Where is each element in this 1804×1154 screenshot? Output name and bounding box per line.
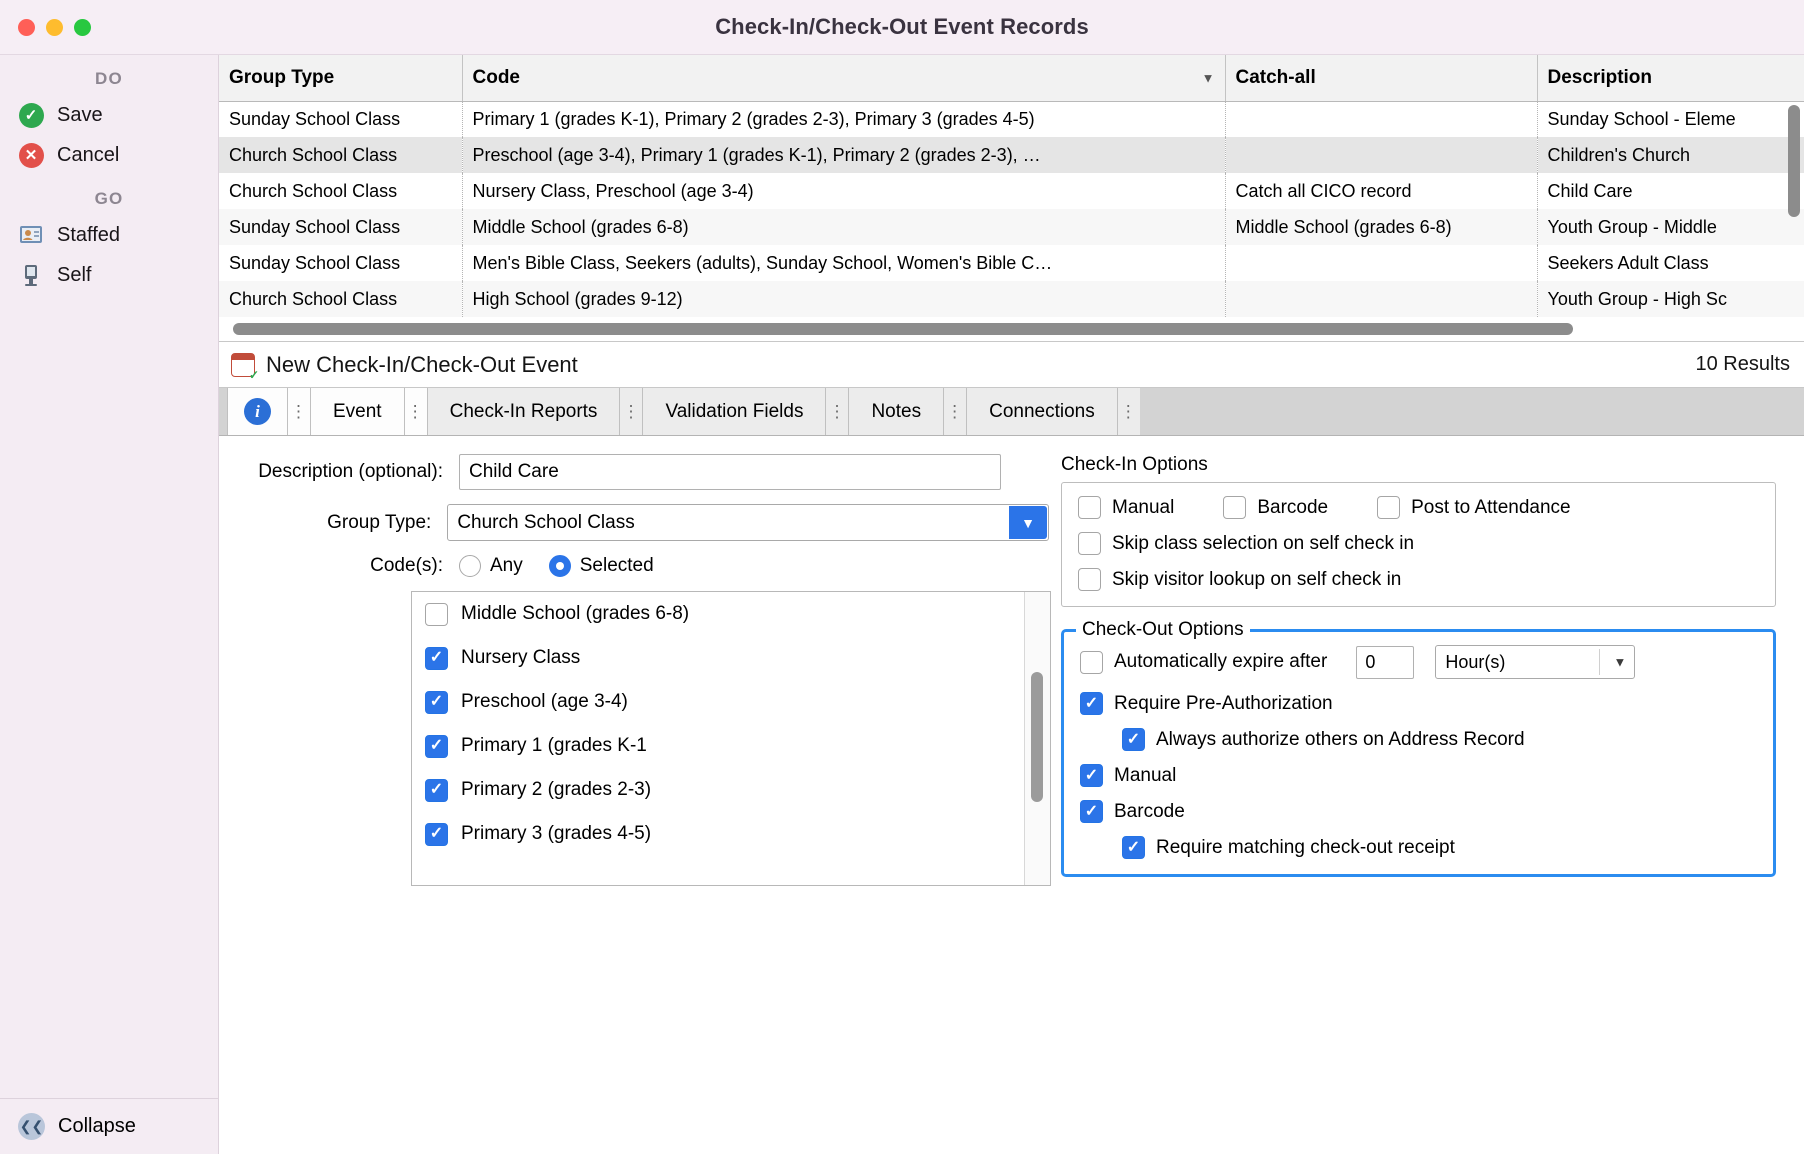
list-item-label: Primary 3 (grades 4-5) (461, 823, 652, 844)
cell-catch-all (1225, 245, 1537, 281)
sidebar-item-staffed[interactable] (0, 215, 218, 255)
table-row[interactable] (219, 281, 1804, 317)
table-row[interactable] (219, 101, 1804, 137)
tab-notes[interactable]: Notes (848, 388, 944, 435)
tab-menu-connections[interactable]: ⋮ (1118, 388, 1140, 435)
cell-description: Children's Church (1537, 137, 1804, 173)
cell-description: Youth Group - High Sc (1537, 281, 1804, 317)
checkbox-row-checkout-manual[interactable] (1080, 764, 1757, 787)
check-in-first-row (1078, 496, 1759, 519)
cell-code: Preschool (age 3-4), Primary 1 (grades K-1), Primary 2 (grades 2-3), … (462, 137, 1225, 173)
codes-radio-selected[interactable] (549, 555, 654, 577)
sidebar-item-self[interactable] (0, 255, 218, 295)
codes-list-scroll-thumb[interactable] (1031, 672, 1043, 802)
sidebar-collapse-label: Collapse (58, 1115, 136, 1137)
tab-menu-info[interactable]: ⋮ (288, 388, 310, 435)
records-table (219, 55, 1804, 317)
cell-group-type: Sunday School Class (219, 245, 462, 281)
cell-catch-all (1225, 137, 1537, 173)
checkbox-row-always-authorize[interactable] (1122, 728, 1757, 751)
list-item-label: Primary 1 (grades K-1 (461, 735, 647, 756)
list-item-label: Preschool (age 3-4) (461, 691, 628, 712)
tab-connections[interactable]: Connections (966, 388, 1118, 435)
sidebar-section-do: DO (95, 69, 123, 88)
checkbox-row-skip-class-selection[interactable] (1078, 532, 1759, 555)
list-item[interactable] (412, 768, 1050, 812)
cell-group-type: Church School Class (219, 173, 462, 209)
sidebar (0, 55, 219, 1154)
checkbox-row-post-attendance[interactable] (1377, 496, 1571, 519)
checkbox-label-post-to-attendance: Post to Attendance (1411, 496, 1571, 518)
checkbox-require-receipt[interactable] (1122, 836, 1145, 859)
tab-validation-fields[interactable]: Validation Fields (642, 388, 826, 435)
sidebar-item-label-staffed: Staffed (57, 223, 121, 246)
checkbox-post-to-attendance[interactable] (1377, 496, 1400, 519)
checkbox-label-require-preauth: Require Pre-Authorization (1114, 692, 1333, 714)
checkbox-code-0[interactable] (425, 603, 448, 626)
group-type-label: Group Type: (327, 511, 432, 533)
table-row[interactable] (219, 173, 1804, 209)
cell-code: Primary 1 (grades K-1), Primary 2 (grades 2-3), Primary 3 (grades 4-5) (462, 101, 1225, 137)
auto-expire-value-input[interactable]: 0 (1356, 646, 1414, 679)
checkbox-code-3[interactable] (425, 735, 448, 758)
checkbox-row-auto-expire[interactable] (1080, 645, 1757, 679)
checkbox-checkout-manual[interactable] (1080, 764, 1103, 787)
select-divider (1599, 649, 1600, 675)
radio-button-selected[interactable] (549, 555, 571, 577)
checkbox-label-require-receipt: Require matching check-out receipt (1156, 836, 1455, 858)
checkbox-label-skip-class-selection: Skip class selection on self check in (1112, 532, 1415, 554)
codes-row (251, 555, 1049, 577)
grid-horizontal-scroll-thumb[interactable] (233, 323, 1573, 335)
sidebar-section-go: GO (94, 189, 124, 208)
table-row[interactable] (219, 209, 1804, 245)
checkbox-code-2[interactable] (425, 691, 448, 714)
sidebar-item-save[interactable] (0, 95, 218, 135)
sidebar-item-label-self: Self (57, 263, 92, 286)
checkbox-auto-expire[interactable] (1080, 651, 1103, 674)
tab-bar (219, 388, 1804, 436)
codes-checkbox-list[interactable] (411, 591, 1051, 886)
check-in-options-group (1061, 454, 1776, 607)
codes-label: Code(s): (370, 555, 443, 576)
grid-vertical-scrollbar[interactable] (1788, 105, 1800, 295)
auto-expire-unit-value: Hour(s) (1445, 651, 1506, 672)
x-circle-icon: ✕ (18, 142, 44, 168)
tab-bar-filler (1140, 388, 1804, 435)
cell-description: Seekers Adult Class (1537, 245, 1804, 281)
check-out-options-box (1061, 619, 1776, 877)
table-row[interactable] (219, 245, 1804, 281)
checkbox-require-preauth[interactable] (1080, 692, 1103, 715)
cell-description: Youth Group - Middle (1537, 209, 1804, 245)
checkbox-label-checkin-barcode: Barcode (1257, 496, 1329, 518)
checkbox-label-checkout-manual: Manual (1114, 764, 1177, 786)
tab-event[interactable]: Event (310, 388, 405, 435)
description-label: Description (optional): (258, 461, 443, 482)
sidebar-item-label-save: Save (57, 103, 103, 126)
tab-check-in-reports[interactable]: Check-In Reports (427, 388, 621, 435)
list-item[interactable] (412, 636, 1050, 680)
list-item[interactable] (412, 724, 1050, 768)
checkbox-label-checkout-barcode: Barcode (1114, 800, 1185, 822)
column-header-group-type[interactable]: Group Type (219, 55, 462, 101)
window-body (0, 55, 1804, 1154)
column-header-code[interactable] (462, 55, 1225, 101)
window-title: Check-In/Check-Out Event Records (715, 14, 1089, 39)
tab-menu-notes[interactable]: ⋮ (944, 388, 966, 435)
tab-menu-event[interactable]: ⋮ (405, 388, 427, 435)
checkbox-checkin-manual[interactable] (1078, 496, 1101, 519)
main-panel (219, 55, 1804, 1154)
group-type-row (251, 504, 1049, 541)
list-item-label: Nursery Class (461, 647, 581, 668)
cell-group-type: Church School Class (219, 281, 462, 317)
staffed-badge-icon (18, 222, 44, 248)
grid-horizontal-scrollbar[interactable] (219, 317, 1804, 341)
column-header-code-label: Code (472, 66, 520, 88)
cell-description: Sunday School - Eleme (1537, 101, 1804, 137)
checkbox-checkout-barcode[interactable] (1080, 800, 1103, 823)
check-out-options-group (1061, 619, 1776, 877)
title-bar (0, 0, 1804, 55)
detail-title: New Check-In/Check-Out Event (266, 351, 578, 377)
detail-header (219, 342, 1804, 388)
cell-group-type: Church School Class (219, 137, 462, 173)
check-out-options-title: Check-Out Options (1076, 619, 1250, 641)
sidebar-item-cancel[interactable] (0, 135, 218, 175)
chevron-down-icon[interactable]: ▼ (1009, 506, 1047, 539)
table-header-row (219, 55, 1804, 101)
cell-catch-all: Catch all CICO record (1225, 173, 1537, 209)
grid-viewport (219, 55, 1804, 317)
column-header-catch-all[interactable]: Catch-all (1225, 55, 1537, 101)
cell-group-type: Sunday School Class (219, 101, 462, 137)
description-row (251, 454, 1049, 490)
cell-catch-all (1225, 101, 1537, 137)
checkbox-label-auto-expire: Automatically expire after (1114, 651, 1328, 672)
table-row[interactable] (219, 137, 1804, 173)
checkbox-code-4[interactable] (425, 779, 448, 802)
cell-description: Child Care (1537, 173, 1804, 209)
tab-menu-check-in-reports[interactable]: ⋮ (620, 388, 642, 435)
sidebar-item-label-cancel: Cancel (57, 143, 120, 166)
codes-radio-any[interactable] (459, 555, 523, 577)
cell-catch-all (1225, 281, 1537, 317)
check-in-options-title: Check-In Options (1061, 454, 1208, 475)
self-kiosk-icon (18, 262, 44, 288)
calendar-check-icon (231, 353, 255, 377)
sidebar-collapse-button[interactable] (0, 1098, 218, 1154)
checkbox-code-5[interactable] (425, 823, 448, 846)
checkbox-row-require-preauth[interactable] (1080, 692, 1757, 715)
checkbox-skip-class-selection[interactable] (1078, 532, 1101, 555)
column-header-description[interactable]: Description (1537, 55, 1804, 101)
cell-code: Men's Bible Class, Seekers (adults), Sunday School, Women's Bible C… (462, 245, 1225, 281)
records-grid (219, 55, 1804, 342)
grid-vertical-scroll-thumb[interactable] (1788, 105, 1800, 217)
list-item[interactable] (412, 812, 1050, 856)
list-item-label: Middle School (grades 6-8) (461, 603, 690, 624)
auto-expire-unit-select[interactable] (1435, 645, 1635, 679)
checkbox-label-checkin-manual: Manual (1112, 496, 1175, 518)
form-right-column (1049, 454, 1804, 1154)
codes-radio-group (459, 555, 654, 577)
cell-code: High School (grades 9-12) (462, 281, 1225, 317)
checkbox-row-checkout-barcode[interactable] (1080, 800, 1757, 823)
list-item-label: Primary 2 (grades 2-3) (461, 779, 652, 800)
description-input[interactable]: Child Care (459, 454, 1001, 490)
checkbox-row-skip-visitor-lookup[interactable] (1078, 568, 1759, 591)
tab-menu-validation-fields[interactable]: ⋮ (826, 388, 848, 435)
group-type-select[interactable] (447, 504, 1049, 541)
chevron-down-icon[interactable]: ▼ (1201, 70, 1215, 86)
tab-info[interactable] (227, 388, 288, 435)
checkbox-always-authorize[interactable] (1122, 728, 1145, 751)
checkbox-checkin-barcode[interactable] (1223, 496, 1246, 519)
codes-radio-selected-label: Selected (579, 555, 654, 576)
check-circle-icon: ✓ (18, 102, 44, 128)
check-in-options-box (1061, 482, 1776, 607)
cell-code: Nursery Class, Preschool (age 3-4) (462, 173, 1225, 209)
checkbox-code-1[interactable] (425, 647, 448, 670)
list-item[interactable] (412, 592, 1050, 636)
checkbox-label-skip-visitor-lookup: Skip visitor lookup on self check in (1112, 568, 1402, 590)
checkbox-label-always-authorize: Always authorize others on Address Record (1156, 728, 1525, 750)
results-count: 10 Results (1695, 353, 1790, 375)
chevron-down-icon[interactable]: ▼ (1613, 654, 1627, 670)
chevron-left-circle-icon: ❮❮ (18, 1113, 45, 1140)
cell-code: Middle School (grades 6-8) (462, 209, 1225, 245)
cell-catch-all: Middle School (grades 6-8) (1225, 209, 1537, 245)
cell-group-type: Sunday School Class (219, 209, 462, 245)
checkbox-row-require-receipt[interactable] (1122, 836, 1757, 859)
radio-button-any[interactable] (459, 555, 481, 577)
checkbox-row-barcode[interactable] (1223, 496, 1328, 519)
codes-radio-any-label: Any (490, 555, 523, 576)
list-item[interactable] (412, 680, 1050, 724)
checkbox-skip-visitor-lookup[interactable] (1078, 568, 1101, 591)
info-icon: i (244, 398, 271, 425)
group-type-value: Church School Class (457, 511, 635, 533)
event-form (219, 436, 1804, 1154)
form-left-column (219, 454, 1049, 1154)
checkbox-row-manual[interactable] (1078, 496, 1174, 519)
